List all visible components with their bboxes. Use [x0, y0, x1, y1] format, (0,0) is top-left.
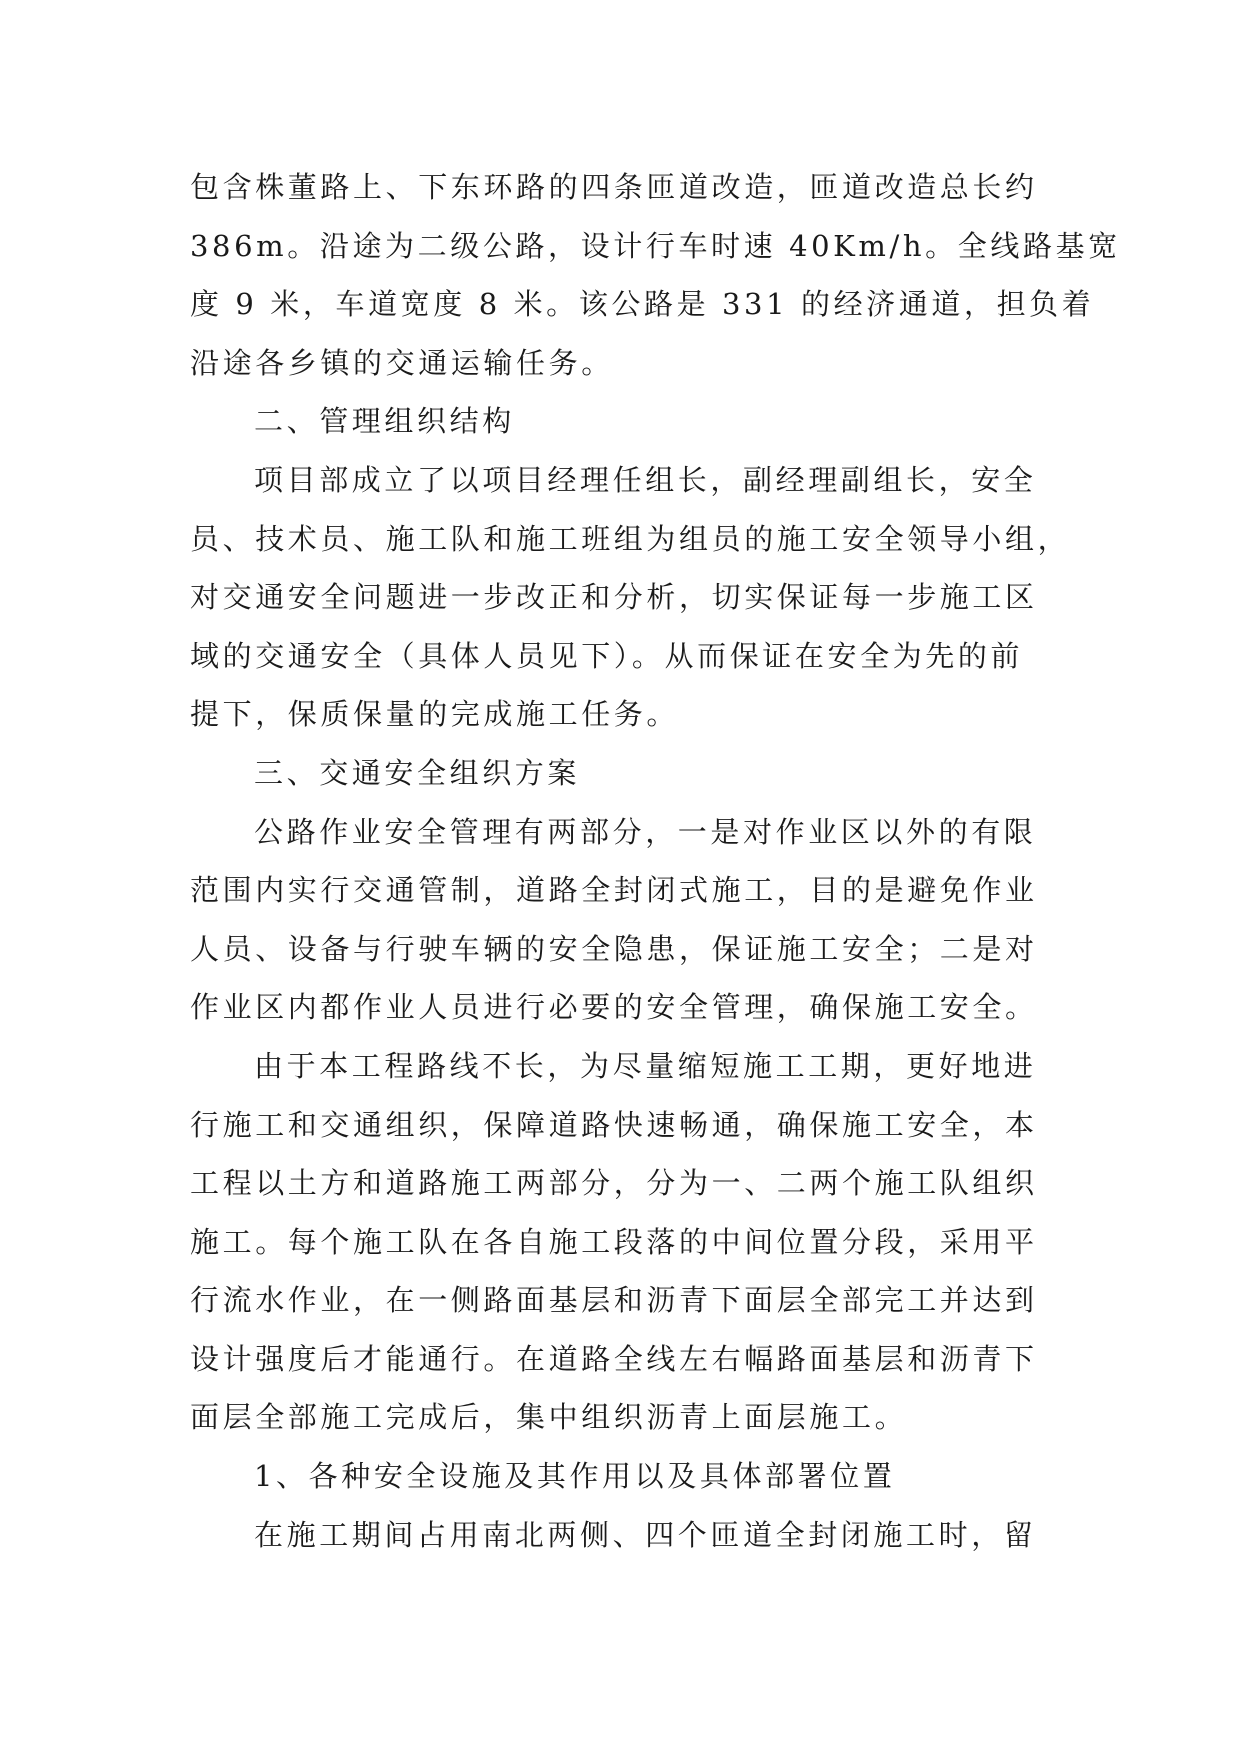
text-line: 沿途各乡镇的交通运输任务。	[190, 345, 614, 380]
text-line: 提下，保质保量的完成施工任务。	[190, 697, 680, 732]
text-line: 公路作业安全管理有两部分，一是对作业区以外的有限	[254, 814, 1037, 849]
text-line: 386m。沿途为二级公路，设计行车时速 40Km/h。全线路基宽	[190, 228, 1121, 263]
subsection-heading: 1、各种安全设施及其作用以及具体部署位置	[254, 1459, 896, 1494]
document-body	[190, 158, 1121, 1564]
text-line: 员、技术员、施工队和施工班组为组员的施工安全领导小组，	[190, 521, 1071, 556]
text-line: 项目部成立了以项目经理任组长，副经理副组长，安全	[254, 462, 1037, 497]
text-line: 作业区内都作业人员进行必要的安全管理，确保施工安全。	[190, 990, 1038, 1025]
text-line: 范围内实行交通管制，道路全封闭式施工，目的是避免作业	[190, 873, 1038, 908]
section-heading: 三、交通安全组织方案	[254, 755, 581, 790]
text-line: 度 9 米，车道宽度 8 米。该公路是 331 的经济通道，担负着	[190, 287, 1095, 322]
text-line: 包含株董路上、下东环路的四条匝道改造，匝道改造总长约	[190, 170, 1038, 204]
text-line: 行施工和交通组织，保障道路快速畅通，确保施工安全，本	[190, 1107, 1038, 1142]
section-heading: 二、管理组织结构	[254, 404, 515, 439]
text-line: 域的交通安全（具体人员见下）。从而保证在安全为先的前	[190, 638, 1024, 673]
text-line: 行流水作业，在一侧路面基层和沥青下面层全部完工并达到	[190, 1283, 1038, 1318]
text-line: 对交通安全问题进一步改正和分析，切实保证每一步施工区	[190, 580, 1038, 615]
text-line: 在施工期间占用南北两侧、四个匝道全封闭施工时，留	[254, 1517, 1037, 1552]
text-line: 施工。每个施工队在各自施工段落的中间位置分段，采用平	[190, 1224, 1038, 1259]
text-line: 面层全部施工完成后，集中组织沥青上面层施工。	[190, 1400, 908, 1435]
text-line: 人员、设备与行驶车辆的安全隐患，保证施工安全；二是对	[190, 931, 1038, 966]
text-line: 由于本工程路线不长，为尽量缩短施工工期，更好地进	[254, 1048, 1037, 1083]
text-line: 工程以土方和道路施工两部分，分为一、二两个施工队组织	[190, 1166, 1038, 1201]
text-line: 设计强度后才能通行。在道路全线左右幅路面基层和沥青下	[190, 1341, 1038, 1376]
